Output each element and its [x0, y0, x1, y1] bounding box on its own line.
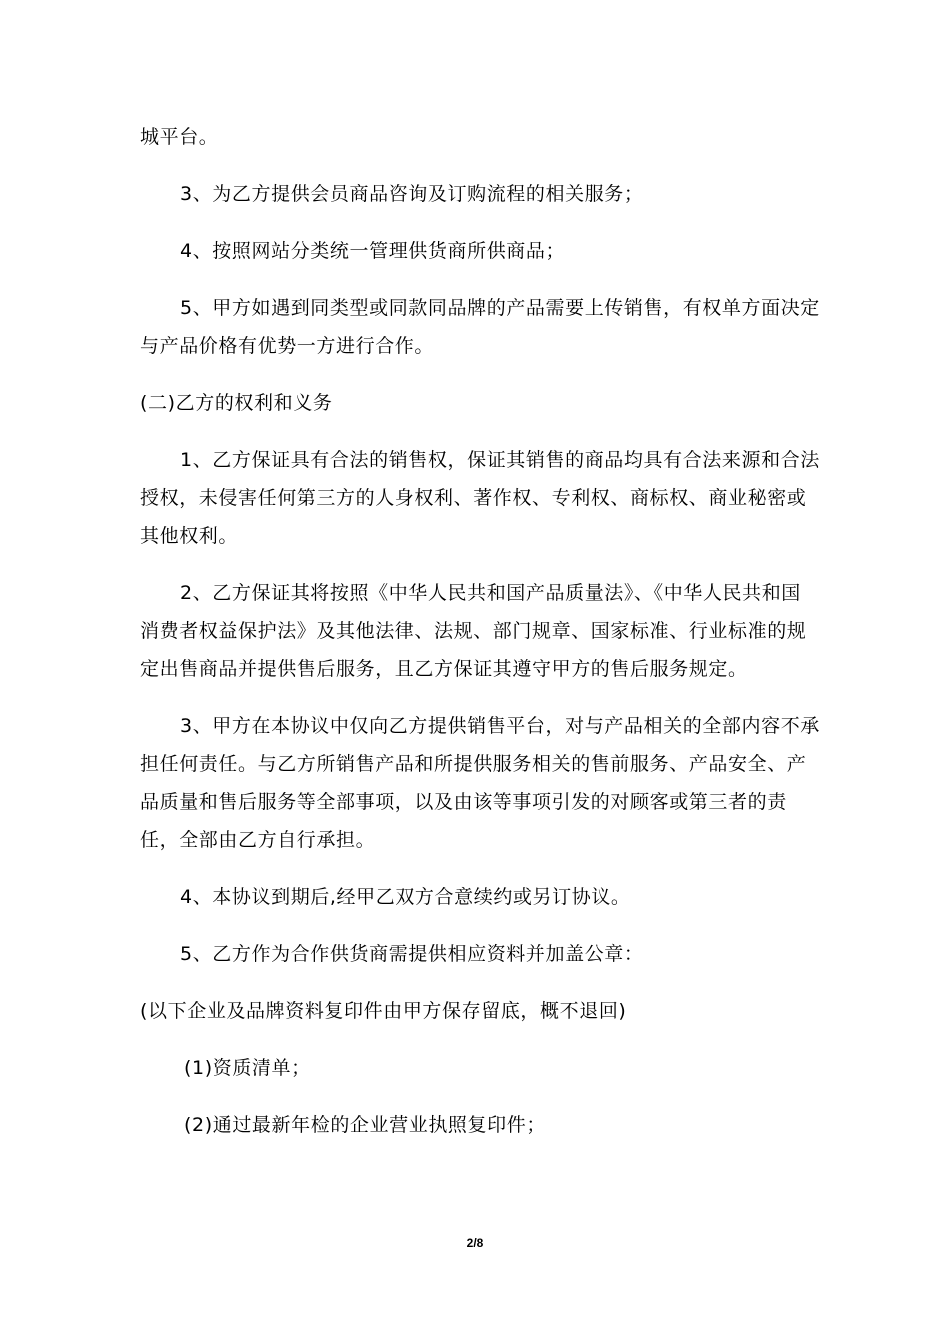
- paragraph-item-4: 4、按照网站分类统一管理供货商所供商品；: [180, 240, 566, 262]
- list-item-business-license: (2)通过最新年检的企业营业执照复印件；: [184, 1114, 546, 1136]
- paragraph-party-b-1: 1、乙方保证具有合法的销售权，保证其销售的商品均具有合法来源和合法授权，未侵害任何第三方的人身权利、著作权、专利权、商标权、商业秘密或其他权利。: [140, 449, 820, 547]
- section-heading: (二)乙方的权利和义务: [140, 392, 333, 414]
- paragraph-party-b-2: 2、乙方保证其将按照《中华人民共和国产品质量法》、《中华人民共和国消费者权益保护法》及其他法律、法规、部门规章、国家标准、行业标准的规定出售商品并提供售后服务，且乙方保证其遵守甲方的售后服务规定。: [140, 582, 807, 680]
- paragraph-item-3: 3、为乙方提供会员商品咨询及订购流程的相关服务；: [180, 183, 644, 205]
- paragraph-item-5: 5、甲方如遇到同类型或同款同品牌的产品需要上传销售，有权单方面决定与产品价格有优势一方进行合作。: [140, 297, 820, 357]
- paragraph-party-b-5: 5、乙方作为合作供货商需提供相应资料并加盖公章：: [180, 943, 644, 965]
- list-item-qualification: (1)资质清单；: [184, 1057, 311, 1079]
- paragraph-party-b-4: 4、本协议到期后,经甲乙双方合意续约或另订协议。: [180, 886, 631, 908]
- document-body: [140, 118, 820, 1163]
- paragraph-note: (以下企业及品牌资料复印件由甲方保存留底，概不退回): [140, 1000, 627, 1022]
- paragraph-party-b-3: 3、甲方在本协议中仅向乙方提供销售平台，对与产品相关的全部内容不承担任何责任。与乙方所销售产品和所提供服务相关的售前服务、产品安全、产品质量和售后服务等全部事项，以及由该等事项引发的对顾客或第三者的责任，全部由乙方自行承担。: [140, 715, 820, 851]
- page-number: 2/8: [466, 1236, 484, 1250]
- paragraph-continuation: 城平台。: [140, 126, 219, 148]
